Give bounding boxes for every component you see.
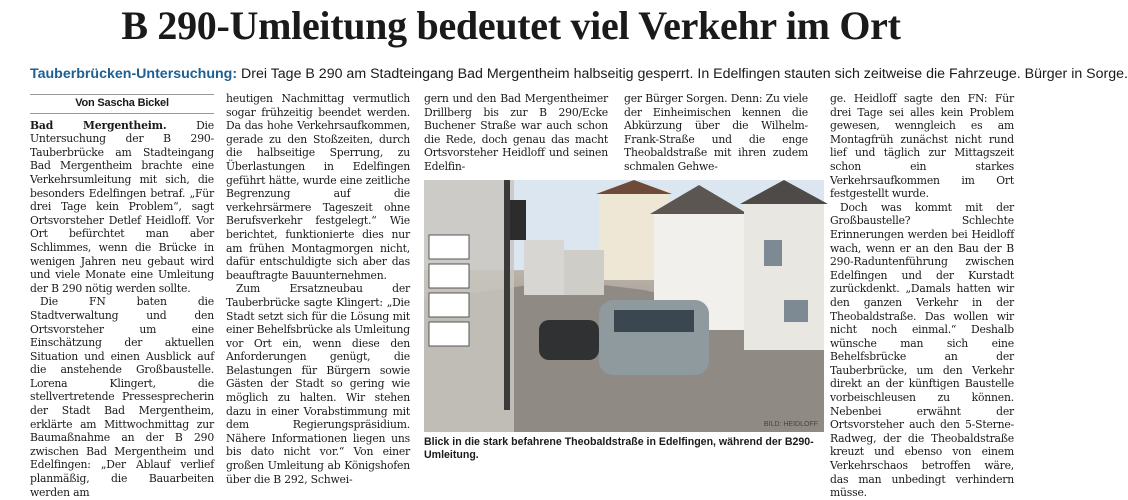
street-scene-illustration xyxy=(424,180,824,432)
article-headline: B 290-Umleitung bedeutet viel Verkehr im Ort xyxy=(121,3,901,48)
direction-sign xyxy=(429,235,469,259)
article-column-1 xyxy=(30,92,214,499)
deck-text: Drei Tage B 290 am Stadteingang Bad Mergentheim halbseitig gesperrt. In Edelfingen stauten sich zeitweise die Fahrzeuge. Bürger in Sorge. xyxy=(237,66,1128,82)
paragraph: ge. Heidloff sagte den FN: Für drei Tage sei alles kein Problem gewesen, wenngleich es am Montagfrüh zunächst nicht rund lief und täglich zur Mittagszeit schon ein starkes Verkehrsaufkommen im Ort festgestellt wurde. xyxy=(830,92,1014,201)
pole xyxy=(504,180,510,410)
direction-sign xyxy=(429,322,469,346)
photo-caption: Blick in die stark befahrene Theobaldstraße in Edelfingen, während der B290-Umleitung. xyxy=(424,436,814,461)
paragraph: Die FN baten die Stadtverwaltung und den Ortsvorsteher um eine Einschätzung der aktuellen Situation und einen Ausblick auf die anstehende Großbaustelle. Lorena Klingert, die stellvertretende Pressesprecherin der Stadt Bad Mergentheim, erklärte am Mittwochmittag zur Baumaßnahme an der B 290 zwischen Bad Mergentheim und Edelfingen: „Der Ablauf verlief planmäßig, die Bauarbeiten werden am xyxy=(30,295,214,499)
byline: Von Sascha Bickel xyxy=(30,94,214,114)
paragraph: gern und den Bad Mergentheimer Drillberg bis zur B 290/Ecke Buchener Straße war auch schon die Rede, doch genau das macht Ortsvorsteher Heidloff und seinen Edelfin- xyxy=(424,92,608,173)
building xyxy=(744,200,824,350)
street-photo xyxy=(424,180,824,432)
paragraph: Doch was kommt mit der Großbaustelle? Schlechte Erinnerungen werden bei Heidloff wach, wenn er an den Bau der B 290-Raduntenführung zwischen Edelfingen und der Kurstadt zurückdenkt. „Damals hatten wir den ganzen Verkehr in der Theobaldstraße. Das wollen wir nicht noch einmal.“ Deshalb wünsche man sich eine Behelfsbrücke an der Tauberbrücke, um den Verkehr direkt an der künftigen Baustelle vorbeischleusen zu können. Nebenbei erwähnt der Ortsvorsteher auch den 5-Sterne-Radweg, der die Theobaldstraße kreuzt und ebenso von einem Verkehrschaos betroffen wäre, das man unbedingt verhindern müsse. xyxy=(830,200,1014,500)
lead-paragraph-text: Die Untersuchung der B 290-Tauberbrücke am Stadteingang Bad Mergentheim brachte eine Verkehrsumleitung mit sich, die besonders Edelfingen betraf. „Für drei Tage kein Problem“, sagt Ortsvorsteher Detlef Heidloff. Vor Ort befürchtet man aber Schlimmes, wenn die Brücke in wenigen Jahren neu gebaut wird und viele Monate eine Umleitung der B 290 nötig werden sollte. xyxy=(30,118,214,295)
article-column-3 xyxy=(424,92,608,182)
direction-sign xyxy=(429,293,469,317)
windshield xyxy=(614,310,694,332)
direction-sign xyxy=(429,264,469,288)
truck xyxy=(564,250,604,295)
paragraph: Zum Ersatzneubau der Tauberbrücke sagte Klingert: „Die Stadt setzt sich für die Lösung mit einer Behelfsbrücke als Umleitung vor Ort ein, wenn diese den Anforderungen genügt, die Belastungen für Bürgern sowie Gästen der Stadt so gering wie möglich zu halten. Wir stehen dazu in einer Vorabstimmung mit dem Regierungspräsidium. Nähere Informationen liegen uns bis dato nicht vor.“ Von einer großen Umleitung ab Königshofen über die B 292, Schwei- xyxy=(226,282,410,486)
dark-car xyxy=(539,320,599,360)
photo-credit: BILD: HEIDLOFF xyxy=(763,421,818,428)
dateline: Bad Mergentheim. xyxy=(30,118,167,132)
article-column-2 xyxy=(226,92,410,486)
article-deck xyxy=(30,64,1128,86)
window xyxy=(764,240,782,266)
traffic-light xyxy=(510,200,526,240)
deck-label: Tauberbrücken-Untersuchung: xyxy=(30,66,238,82)
paragraph: heutigen Nachmittag vermutlich sogar frühzeitig beendet werden. Da das hohe Verkehrsaufkommen, gerade zu den Stoßzeiten, durch die halbseitige Sperrung, zu Überlastungen in Edelfingen geführt hätte, wurde eine zeitliche Begrenzung auf die verkehrsärmere Tageszeit ohne Berufsverkehr festgelegt.“ Wie berichtet, funktionierte dies nur am frühen Montagmorgen nicht, dafür entschuldigte sich aber das beauftragte Bauunternehmen. xyxy=(226,92,410,282)
truck xyxy=(524,240,564,295)
window xyxy=(784,300,808,322)
article-column-4 xyxy=(624,92,808,182)
article-column-5 xyxy=(830,92,1014,500)
paragraph: ger Bürger Sorgen. Denn: Zu viele der Einheimischen kennen die Abkürzung über die Wilhelm-Frank-Straße und die enge Theobaldstraße mit ihren zudem schmalen Gehwe- xyxy=(624,92,808,173)
lead-paragraph xyxy=(30,119,214,296)
